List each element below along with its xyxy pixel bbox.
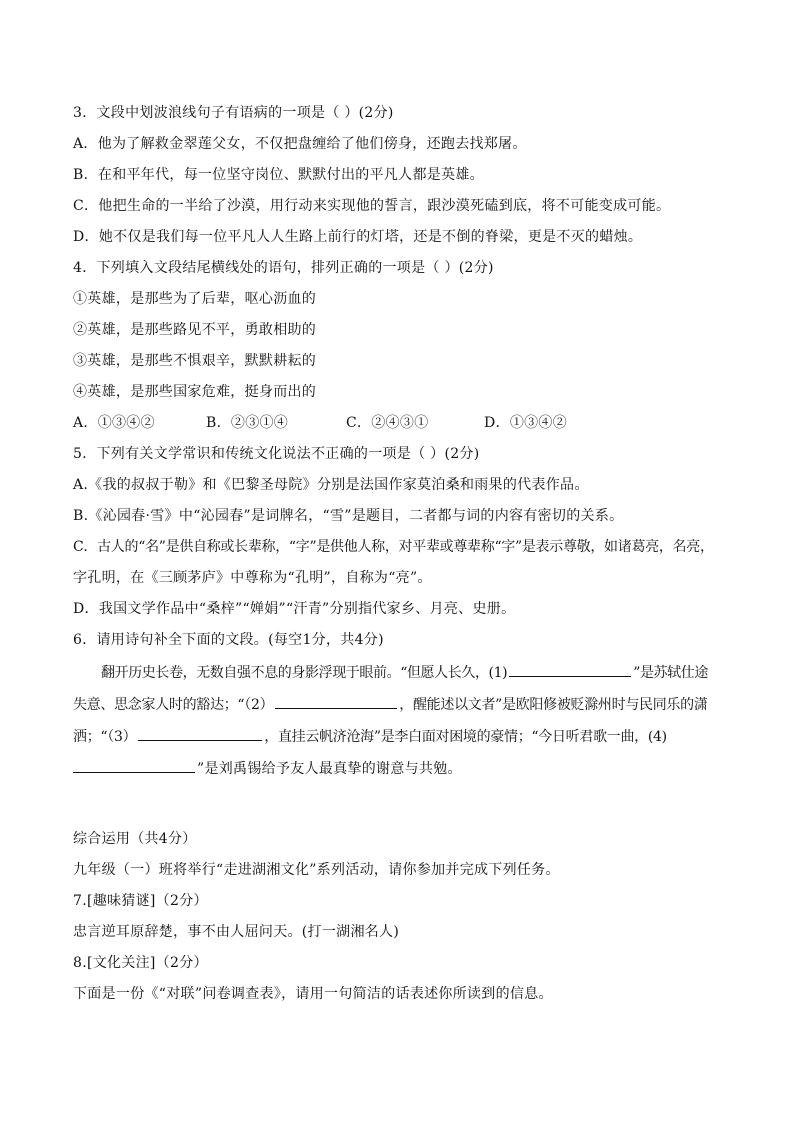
q4-options <box>73 413 734 433</box>
q3-option-a: A．他为了解救金翠莲父女，不仅把盘缠给了他们傍身，还跑去找郑屠。 <box>73 136 527 152</box>
q6-text-1b: ”是苏轼仕途 <box>633 665 708 681</box>
q7-body: 忠言逆耳原辞楚，事不由人屈问天。(打一湖湘名人) <box>73 924 400 940</box>
q6-text-4b: ”是刘禹锡给予友人最真挚的谢意与共勉。 <box>197 761 462 777</box>
q3-option-b: B．在和平年代，每一位坚守岗位、默默付出的平凡人都是英雄。 <box>73 167 484 183</box>
q7-title: 7.[趣味猜谜]（2分） <box>73 893 208 909</box>
q5-option-c: C．古人的“名”是供自称或长辈称，“字”是供他人称，对平辈或尊辈称“字”是表示尊敬，如诸葛亮，名亮， <box>73 539 714 555</box>
q6-text-1a: 翻开历史长卷，无数自强不息的身影浮现于眼前。“但愿人长久，(1) <box>101 665 508 681</box>
q4-sentence-4: ④英雄，是那些国家危难，挺身而出的 <box>73 384 317 400</box>
q5-option-a: A.《我的叔叔于勒》和《巴黎圣母院》分别是法国作家莫泊桑和雨果的代表作品。 <box>73 477 589 493</box>
q4-sentence-1: ①英雄，是那些为了后辈，呕心沥血的 <box>73 291 317 307</box>
section-title: 综合运用（共4分） <box>73 831 197 847</box>
q5-option-c-cont: 字孔明，在《三顾茅庐》中尊称为“孔明”，自称为“亮”。 <box>73 570 432 586</box>
q4-option-b: B．②③①④ <box>206 415 289 431</box>
q6-line-4 <box>73 758 734 779</box>
q6-text-2a: 失意、思念家人时的豁达；“（2） <box>73 697 274 713</box>
q8-title: 8.[文化关注]（2分） <box>73 955 208 971</box>
q5-option-b: B.《沁园春·雪》中“沁园春”是词牌名，“雪”是题目，二者都与词的内容有密切的关系。 <box>73 508 624 524</box>
q6-line-1 <box>101 662 734 683</box>
q6-title: 6．请用诗句补全下面的文段。(每空1分，共4分) <box>73 632 384 648</box>
blank-2[interactable] <box>275 694 397 709</box>
q5-option-d: D．我国文学作品中“桑梓”“婵娟”“汗青”分别指代家乡、月亮、史册。 <box>73 601 516 617</box>
q6-line-3 <box>73 726 734 747</box>
q5-title: 5．下列有关文学常识和传统文化说法不正确的一项是（ ）(2分) <box>73 446 480 462</box>
q8-body: 下面是一份《“对联”问卷调查表》，请用一句简洁的话表述你所读到的信息。 <box>73 986 553 1002</box>
q4-sentence-2: ②英雄，是那些路见不平，勇敢相助的 <box>73 322 317 338</box>
q3-option-d: D．她不仅是我们每一位平凡人人生路上前行的灯塔，还是不倒的脊梁，更是不灭的蜡烛。 <box>73 229 643 245</box>
q4-option-c: C．②④③① <box>346 415 429 431</box>
blank-4[interactable] <box>73 758 195 773</box>
q4-sentence-3: ③英雄，是那些不惧艰辛，默默耕耘的 <box>73 353 317 369</box>
section-intro: 九年级（一）班将举行“走进湖湘文化”系列活动，请你参加并完成下列任务。 <box>73 862 560 878</box>
q6-text-3b: ，直挂云帆济沧海”是李白面对困境的豪情；“今日听君歌一曲，(4) <box>264 729 667 745</box>
q3-option-c: C．他把生命的一半给了沙漠，用行动来实现他的誓言，跟沙漠死磕到底，将不可能变成可能。 <box>73 198 671 214</box>
q4-option-d: D．①③④② <box>484 415 568 431</box>
q6-text-3a: 洒；“（3） <box>73 729 137 745</box>
q6-text-2b: ，醒能述以文者”是欧阳修被贬滁州时与民同乐的潇 <box>399 697 708 713</box>
q4-title: 4．下列填入文段结尾横线处的语句，排列正确的一项是（ ）(2分) <box>73 260 494 276</box>
blank-1[interactable] <box>509 662 631 677</box>
q6-line-2 <box>73 694 734 715</box>
q3-title: 3．文段中划波浪线句子有语病的一项是（ ）(2分) <box>73 105 394 121</box>
q4-option-a: A．①③④② <box>73 415 155 431</box>
blank-3[interactable] <box>138 726 262 741</box>
